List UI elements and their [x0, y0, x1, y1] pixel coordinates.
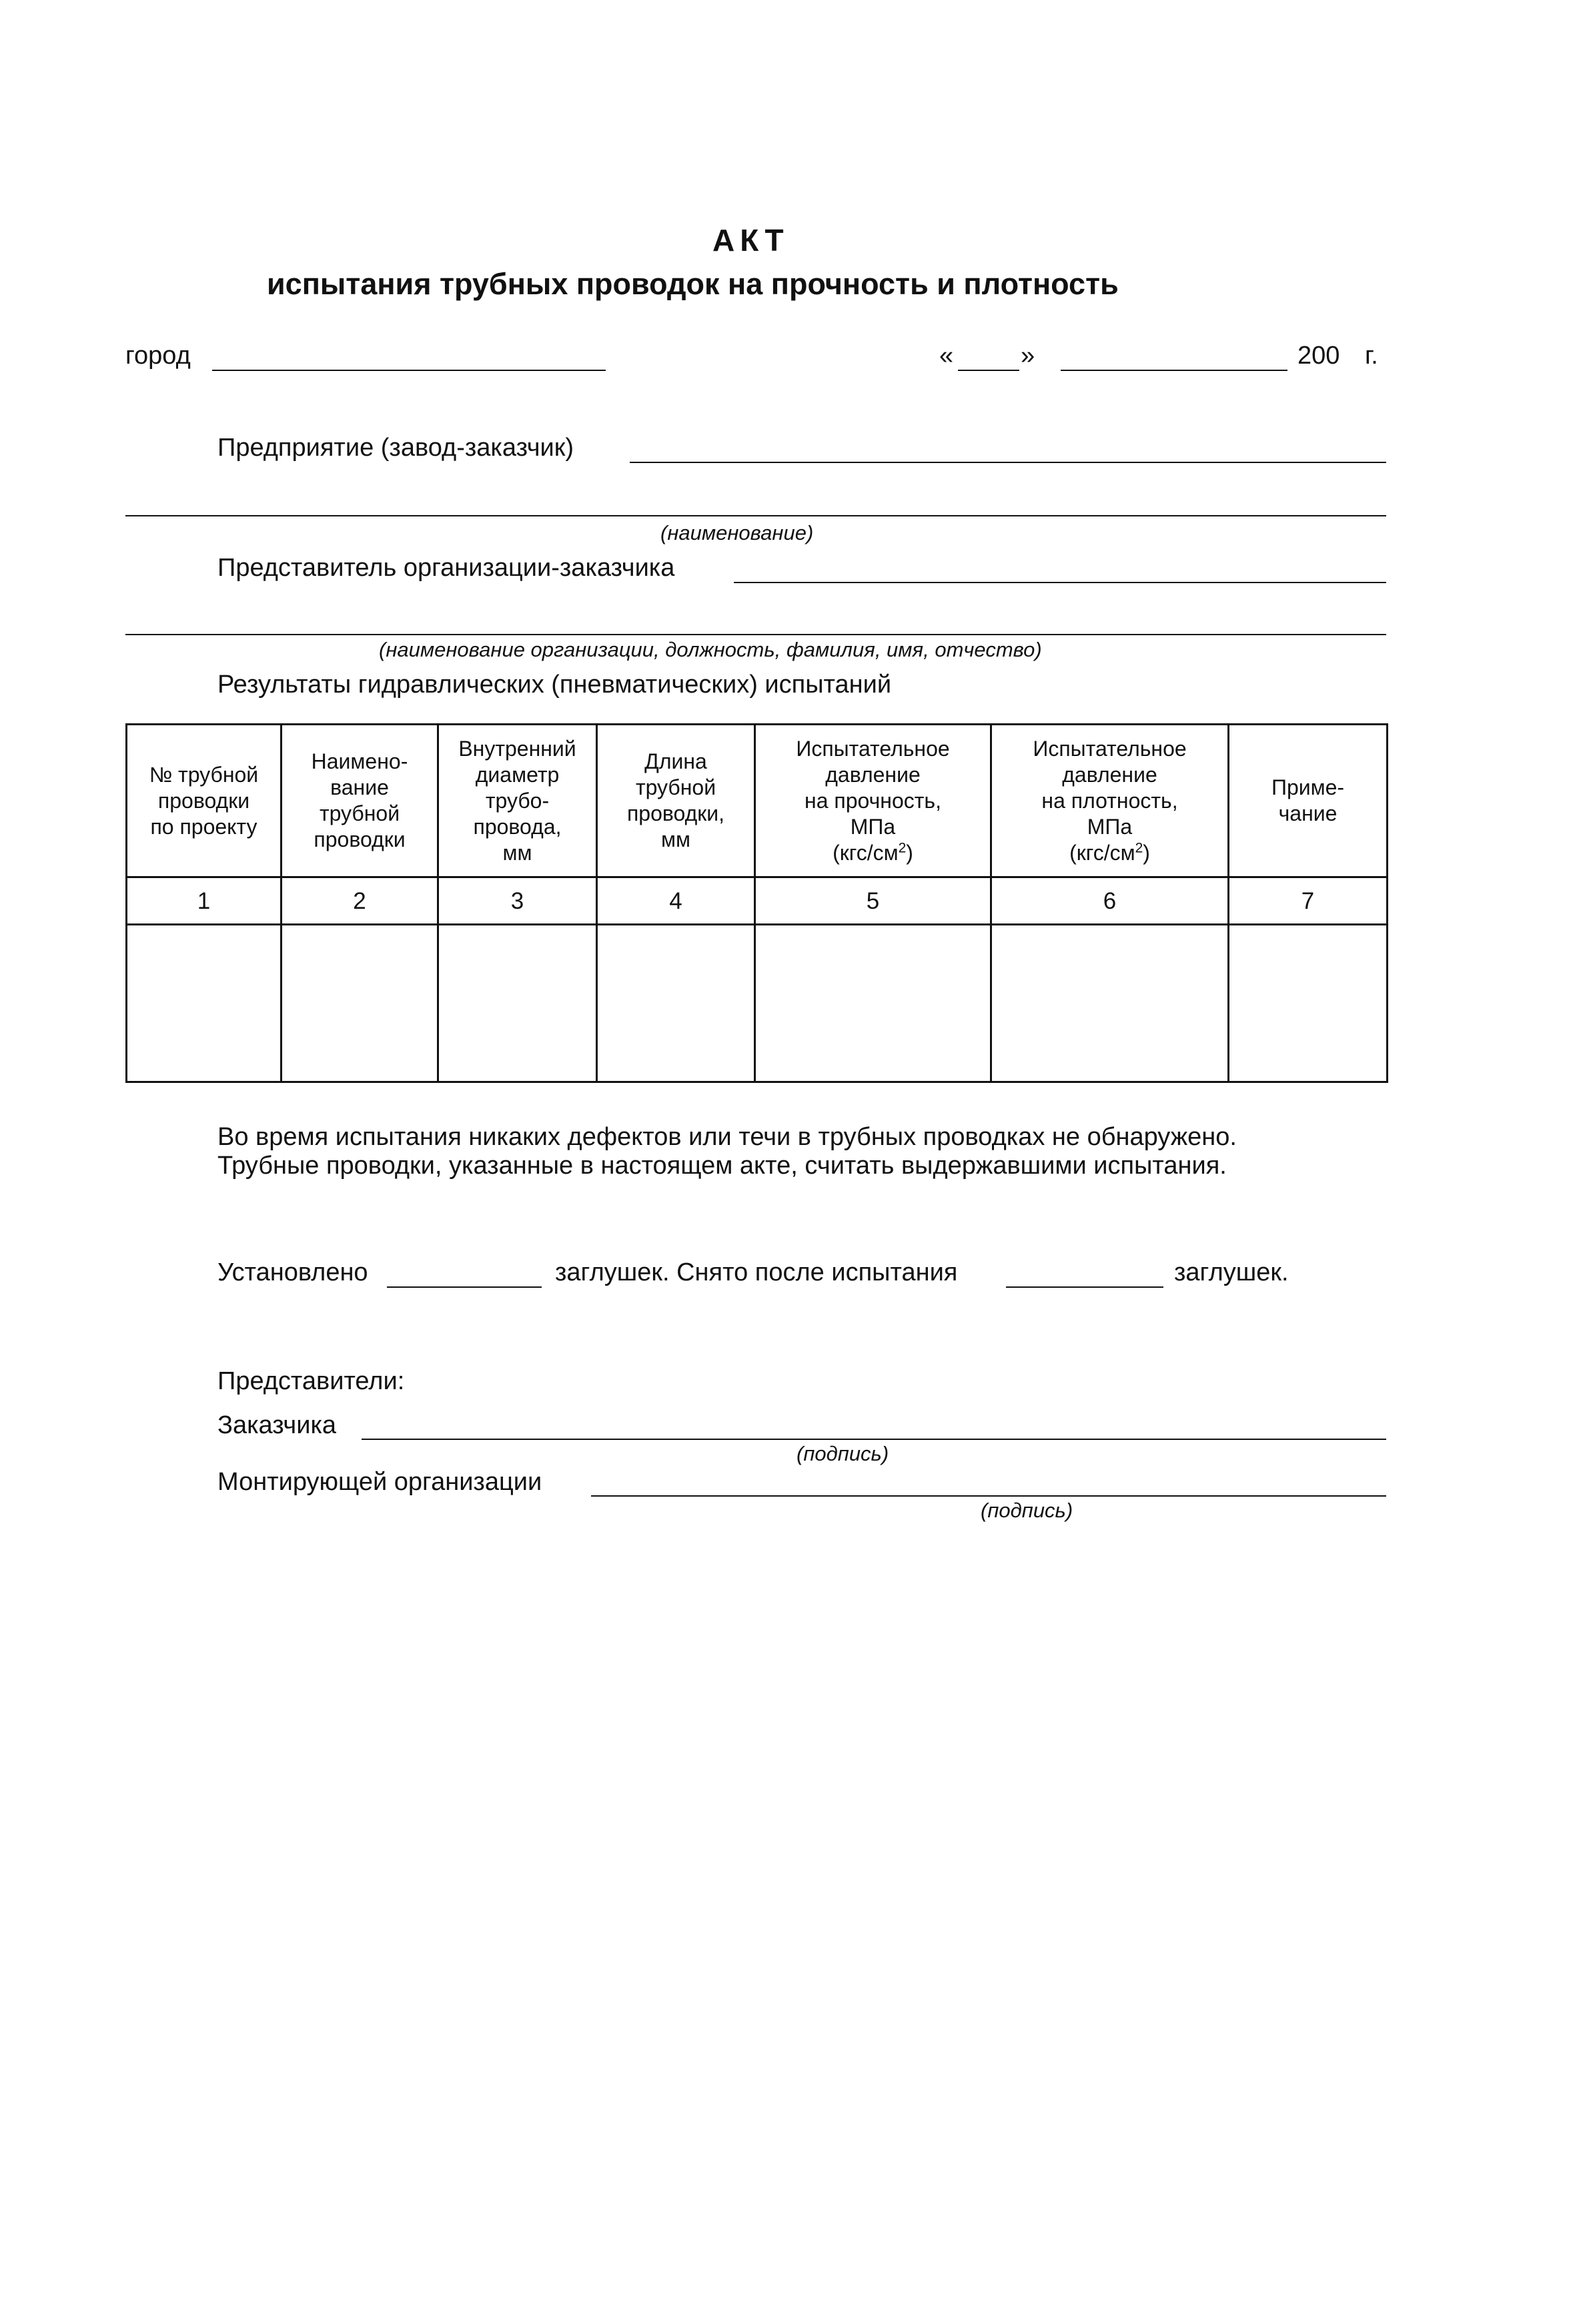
representative-caption: (наименование организации, должность, фамилия, имя, отчество) — [379, 638, 1042, 661]
month-field[interactable] — [1061, 370, 1287, 371]
plugs-end-label: заглушек. — [1174, 1258, 1289, 1286]
plugs-installed-field[interactable] — [387, 1286, 542, 1288]
table-cell[interactable] — [597, 925, 755, 1082]
year-suffix: г. — [1365, 342, 1378, 370]
table-cell[interactable] — [991, 925, 1229, 1082]
table-cell[interactable] — [438, 925, 597, 1082]
header-cell: № трубной проводки по проекту — [127, 725, 282, 877]
customer-signature-field[interactable] — [362, 1439, 1386, 1440]
city-label: город — [125, 342, 191, 370]
year-label: 200 — [1297, 342, 1340, 370]
plugs-installed-label: Установлено — [217, 1258, 368, 1286]
installer-signature-field[interactable] — [591, 1495, 1386, 1497]
header-cell-text: Испытательное давление на плотность, МПа (кгс/см — [1033, 736, 1187, 865]
results-table — [125, 723, 1388, 1083]
table-cell[interactable] — [127, 925, 282, 1082]
header-cell — [991, 725, 1229, 877]
plugs-middle-label: заглушек. Снято после испытания — [555, 1258, 958, 1286]
enterprise-label: Предприятие (завод-заказчик) — [217, 434, 574, 462]
column-number: 1 — [127, 877, 282, 925]
representatives-label: Представители: — [217, 1367, 405, 1395]
header-cell: Наимено- вание трубной проводки — [282, 725, 438, 877]
enterprise-field[interactable] — [630, 462, 1386, 463]
installer-label: Монтирующей организации — [217, 1468, 542, 1496]
unit-superscript: 2 — [898, 839, 907, 855]
table-cell[interactable] — [282, 925, 438, 1082]
day-field[interactable] — [958, 370, 1019, 371]
representative-label: Представитель организации-заказчика — [217, 554, 675, 582]
representative-field-line2[interactable] — [125, 634, 1386, 635]
header-cell — [755, 725, 991, 877]
document-subtitle: испытания трубных проводок на прочность и плотность — [267, 267, 1119, 301]
enterprise-field-line2[interactable] — [125, 515, 1386, 516]
date-quote-close: » — [1021, 342, 1035, 370]
customer-label: Заказчика — [217, 1411, 337, 1439]
header-cell: Приме- чание — [1229, 725, 1388, 877]
unit-close-paren: ) — [1143, 840, 1150, 865]
unit-superscript: 2 — [1135, 839, 1143, 855]
city-field[interactable] — [212, 370, 606, 371]
column-number: 7 — [1229, 877, 1388, 925]
unit-close-paren: ) — [906, 840, 913, 865]
header-cell-text: Испытательное давление на прочность, МПа (кгс/см — [796, 736, 950, 865]
table-row — [127, 925, 1388, 1082]
column-number: 6 — [991, 877, 1229, 925]
results-label: Результаты гидравлических (пневматических) испытаний — [217, 671, 892, 699]
column-number: 2 — [282, 877, 438, 925]
representative-field[interactable] — [734, 582, 1386, 583]
conclusion-line-1: Во время испытания никаких дефектов или течи в трубных проводках не обнаружено. — [217, 1123, 1237, 1151]
conclusion-line-2: Трубные проводки, указанные в настоящем акте, считать выдержавшими испытания. — [217, 1152, 1227, 1180]
table-cell[interactable] — [1229, 925, 1388, 1082]
plugs-removed-field[interactable] — [1006, 1286, 1163, 1288]
column-number: 4 — [597, 877, 755, 925]
column-number: 3 — [438, 877, 597, 925]
table-header-row — [127, 725, 1388, 877]
document-title: АКТ — [712, 223, 789, 258]
date-quote-open: « — [939, 342, 954, 370]
table-cell[interactable] — [755, 925, 991, 1082]
column-number: 5 — [755, 877, 991, 925]
header-cell: Длина трубной проводки, мм — [597, 725, 755, 877]
table-number-row — [127, 877, 1388, 925]
installer-signature-caption: (подпись) — [981, 1499, 1073, 1522]
header-cell: Внутренний диаметр трубо- провода, мм — [438, 725, 597, 877]
enterprise-caption: (наименование) — [660, 521, 814, 544]
customer-signature-caption: (подпись) — [797, 1442, 889, 1465]
